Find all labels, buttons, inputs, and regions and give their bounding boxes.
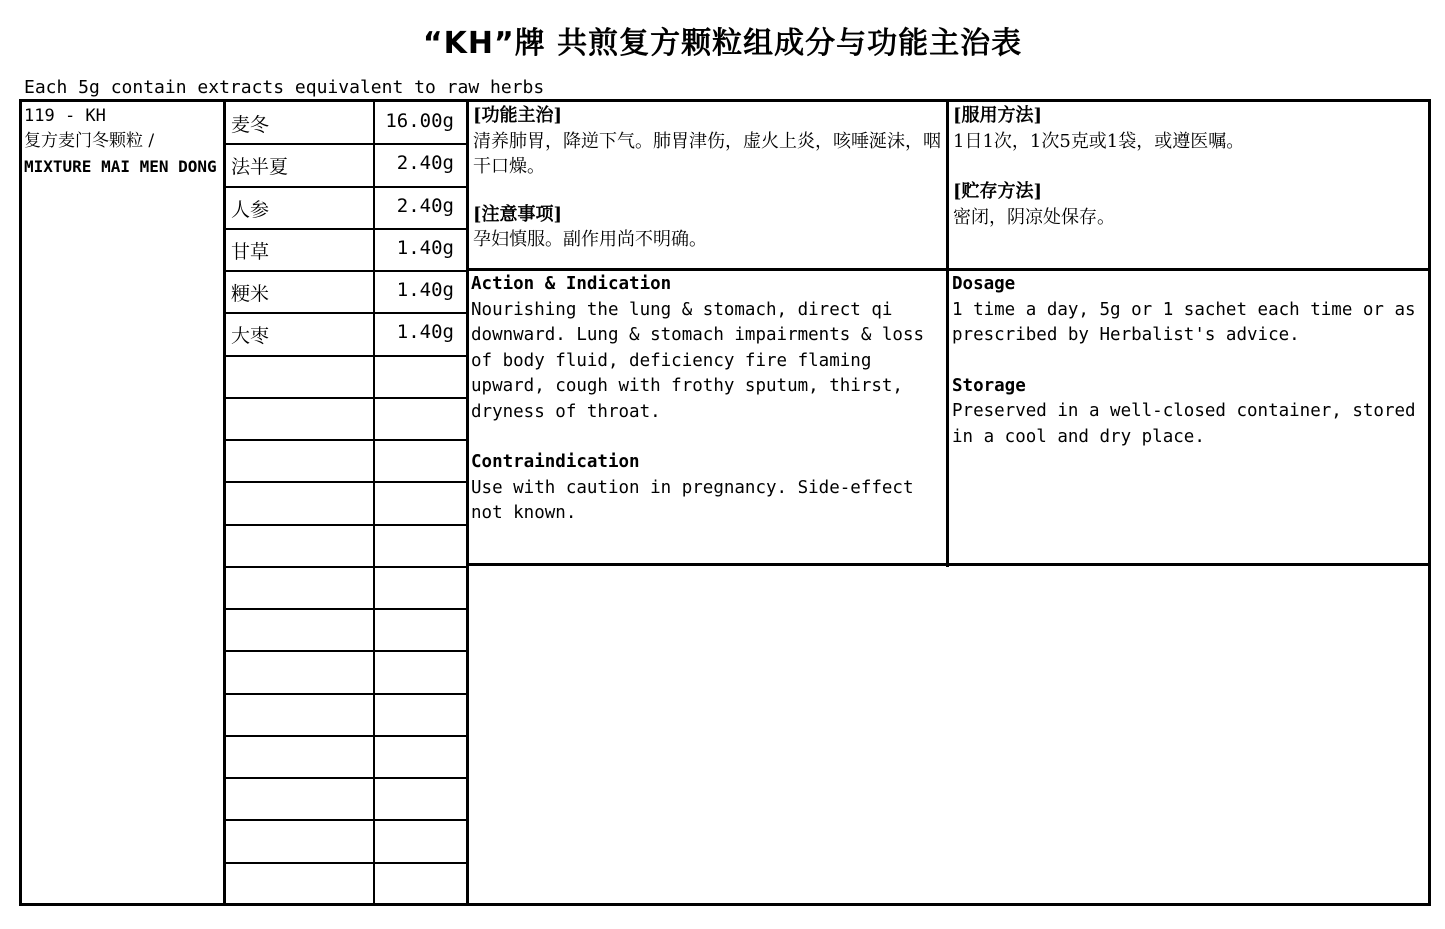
zh-indication-heading: [功能主治] xyxy=(473,105,563,126)
herb-name: 麦冬 xyxy=(231,114,270,136)
herb-quantity: 1.40g xyxy=(396,279,454,301)
zh-dosage-text: 1日1次，1次5克或1袋，或遵医嘱。 xyxy=(953,130,1245,152)
zh-indication-block xyxy=(473,103,943,253)
en-dosage-text: 1 time a day, 5g or 1 sachet each time or as prescribed by Herbalist's advice. xyxy=(952,299,1416,345)
herb-name: 法半夏 xyxy=(231,156,289,178)
herb-row-divider xyxy=(223,186,468,188)
herb-quantity: 2.40g xyxy=(396,152,454,174)
herb-row-divider xyxy=(223,143,468,145)
herb-name: 甘草 xyxy=(231,241,270,263)
herb-name: 人参 xyxy=(231,199,270,221)
product-cell xyxy=(24,104,222,179)
en-storage-text: Preserved in a well-closed container, stored in a cool and dry place. xyxy=(952,401,1416,447)
herb-row-divider xyxy=(223,693,468,695)
herb-row-divider xyxy=(223,270,468,272)
herb-quantity: 1.40g xyxy=(396,237,454,259)
column-divider xyxy=(946,101,949,567)
zh-caution-text: 孕妇慎服。副作用尚不明确。 xyxy=(473,229,707,250)
herb-row-divider xyxy=(223,777,468,779)
herb-row-divider xyxy=(223,735,468,737)
herb-row-divider xyxy=(223,566,468,568)
product-name-zh: 复方麦门冬颗粒 / xyxy=(24,131,155,151)
herb-row-divider xyxy=(223,862,468,864)
herb-name: 粳米 xyxy=(231,283,270,305)
zh-caution-heading: [注意事项] xyxy=(473,203,563,225)
row-divider xyxy=(466,268,1429,271)
en-indication-text: Nourishing the lung & stomach, direct qi downward. Lung & stomach impairments & loss of body fluid, deficiency fire flaming upward, cough with frothy sputum, thirst, dryness of throat. xyxy=(471,299,925,422)
herb-name: 大枣 xyxy=(231,325,270,347)
column-divider xyxy=(373,101,375,904)
row-divider xyxy=(466,563,1429,566)
herb-quantity: 16.00g xyxy=(385,110,454,132)
product-name-en: MIXTURE MAI MEN DONG xyxy=(24,157,217,176)
en-contra-heading: Contraindication xyxy=(471,452,640,472)
herb-row-divider xyxy=(223,819,468,821)
en-contra-text: Use with caution in pregnancy. Side-effect not known. xyxy=(471,477,914,523)
herb-quantity: 1.40g xyxy=(396,321,454,343)
en-indication-block xyxy=(471,272,941,527)
en-dosage-heading: Dosage xyxy=(952,274,1016,294)
zh-dosage-heading: [服用方法] xyxy=(953,105,1043,126)
zh-storage-heading: [贮存方法] xyxy=(953,181,1043,202)
herb-row-divider xyxy=(223,228,468,230)
en-indication-heading: Action & Indication xyxy=(471,274,672,294)
herb-row-divider xyxy=(223,524,468,526)
subtitle: Each 5g contain extracts equivalent to raw herbs xyxy=(24,77,545,98)
herb-quantity: 2.40g xyxy=(396,195,454,217)
en-storage-heading: Storage xyxy=(952,375,1026,396)
herb-row-divider xyxy=(223,355,468,357)
product-code: 119 - KH xyxy=(24,106,106,126)
column-divider xyxy=(223,101,226,904)
herb-row-divider xyxy=(223,650,468,652)
herb-row-divider xyxy=(223,481,468,483)
en-dosage-block xyxy=(952,272,1422,450)
zh-dosage-block xyxy=(953,103,1423,230)
herb-row-divider xyxy=(223,439,468,441)
herb-row-divider xyxy=(223,312,468,314)
zh-indication-text: 清养肺胃，降逆下气。肺胃津伤，虚火上炎，咳唾涎沫，咽干口燥。 xyxy=(473,130,941,177)
herb-row-divider xyxy=(223,608,468,610)
zh-storage-text: 密闭，阴凉处保存。 xyxy=(953,206,1115,228)
herb-row-divider xyxy=(223,397,468,399)
column-divider xyxy=(466,101,469,904)
page-title: “KH”牌 共煎复方颗粒组成分与功能主治表 xyxy=(422,26,1023,61)
